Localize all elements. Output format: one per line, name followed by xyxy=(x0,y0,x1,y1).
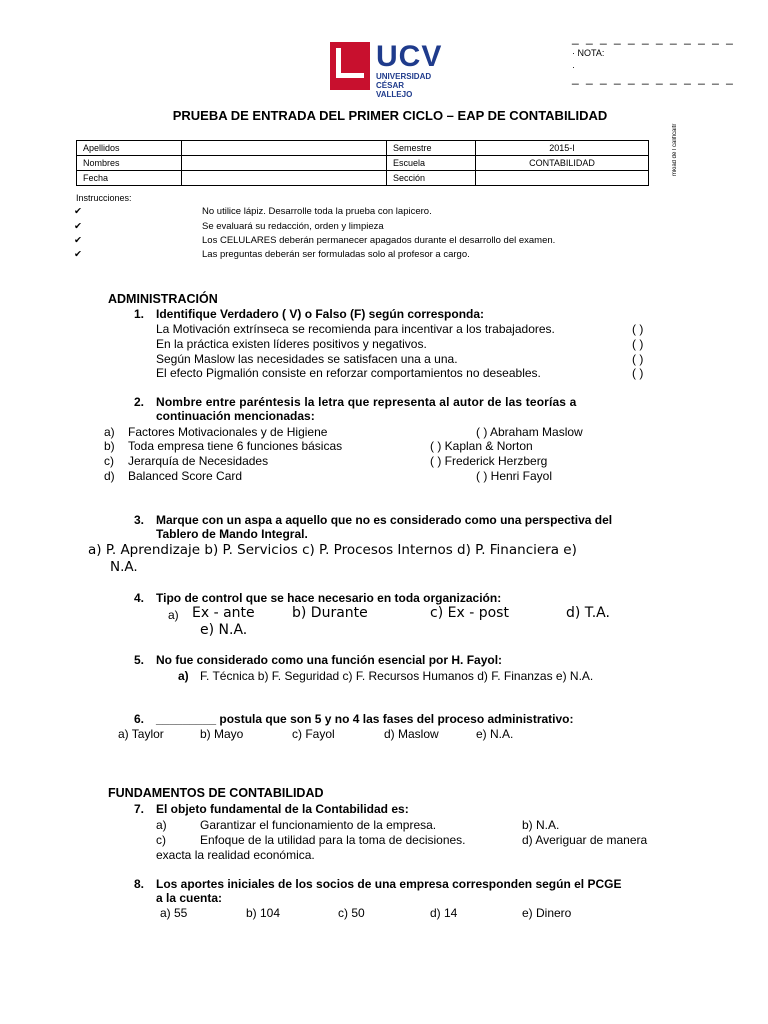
q2-left-letter: c) xyxy=(104,454,114,468)
q2-number: 2. xyxy=(134,395,145,409)
seccion-field[interactable] xyxy=(476,171,649,186)
q6-opt[interactable]: d) Maslow xyxy=(384,727,439,741)
check-icon: ✔ xyxy=(74,221,82,232)
q1-answer-blank[interactable]: ( ) xyxy=(632,352,644,366)
grade-label: NOTA: xyxy=(577,48,605,58)
q8-number: 8. xyxy=(134,877,145,891)
q2-right-item[interactable]: ( ) Frederick Herzberg xyxy=(430,454,548,468)
logo-brand: UCV xyxy=(376,40,443,73)
nombres-label: Nombres xyxy=(77,156,182,171)
q8-opt[interactable]: e) Dinero xyxy=(522,906,572,920)
grade-box: _ _ _ _ _ _ _ _ _ _ _ _ · NOTA: · _ _ _ _ _ _ _ _ _ _ _ _ xyxy=(572,31,735,85)
q1-item: Según Maslow las necesidades se satisfacen una a una. xyxy=(156,352,458,366)
check-icon: ✔ xyxy=(74,249,82,260)
apellidos-label: Apellidos xyxy=(77,141,182,156)
q6-text: _________ postula que son 5 y no 4 las fases del proceso administrativo: xyxy=(156,712,574,726)
q3-text-line1: Marque con un aspa a aquello que no es considerado como una perspectiva del xyxy=(156,513,613,527)
check-icon: ✔ xyxy=(74,206,82,217)
q2-right-item[interactable]: ( ) Kaplan & Norton xyxy=(430,439,533,453)
q4-opt-a-letter: a) xyxy=(168,608,179,622)
q7-opt-d[interactable]: d) Averiguar de manera xyxy=(522,833,648,847)
page-title: PRUEBA DE ENTRADA DEL PRIMER CICLO – EAP DE CONTABILIDAD xyxy=(172,108,608,123)
q2-left-item: Toda empresa tiene 6 funciones básicas xyxy=(128,439,343,453)
q7-opt-a[interactable]: Garantizar el funcionamiento de la empresa. xyxy=(200,818,437,832)
escuela-label: Escuela xyxy=(387,156,476,171)
q5-options[interactable]: F. Técnica b) F. Seguridad c) F. Recursos Humanos d) F. Finanzas e) N.A. xyxy=(200,669,594,683)
q2-left-item: Jerarquía de Necesidades xyxy=(128,454,269,468)
q3-text-line2: Tablero de Mando Integral. xyxy=(156,527,308,541)
q2-left-letter: b) xyxy=(104,439,115,453)
q2-left-letter: a) xyxy=(104,425,115,439)
semestre-value: 2015-I xyxy=(476,141,649,156)
q2-left-letter: d) xyxy=(104,469,115,483)
q6-opt[interactable]: c) Fayol xyxy=(292,727,335,741)
q1-answer-blank[interactable]: ( ) xyxy=(632,366,644,380)
section-admin-heading: ADMINISTRACIÓN xyxy=(108,292,218,306)
q6-opt[interactable]: a) Taylor xyxy=(118,727,164,741)
q7-opt-c-letter: c) xyxy=(156,833,166,847)
fecha-field[interactable] xyxy=(182,171,387,186)
q8-text-line2: a la cuenta: xyxy=(156,891,223,905)
q2-left-item: Factores Motivacionales y de Higiene xyxy=(128,425,328,439)
logo-line1: UNIVERSIDAD xyxy=(376,72,432,81)
q4-opt-c[interactable]: c) Ex - post xyxy=(430,605,509,621)
q1-answer-blank[interactable]: ( ) xyxy=(632,322,644,336)
q4-opt-d[interactable]: d) T.A. xyxy=(566,605,610,621)
section-contab-heading: FUNDAMENTOS DE CONTABILIDAD xyxy=(108,786,324,800)
q3-number: 3. xyxy=(134,513,145,527)
student-info-table xyxy=(76,140,649,186)
q7-number: 7. xyxy=(134,802,145,816)
q1-item: La Motivación extrínseca se recomienda para incentivar a los trabajadores. xyxy=(156,322,555,336)
q4-opt-e[interactable]: e) N.A. xyxy=(200,622,248,638)
q4-opt-a[interactable]: Ex - ante xyxy=(192,605,255,621)
q6-opt[interactable]: e) N.A. xyxy=(476,727,514,741)
nombres-field[interactable] xyxy=(182,156,387,171)
q2-left-item: Balanced Score Card xyxy=(128,469,243,483)
ucv-emblem-icon xyxy=(330,42,370,90)
q2-right-item[interactable]: ( ) Henri Fayol xyxy=(476,469,553,483)
q8-opt[interactable]: d) 14 xyxy=(430,906,458,920)
q7-opt-d-cont: exacta la realidad económica. xyxy=(156,848,315,862)
escuela-value: CONTABILIDAD xyxy=(476,156,649,171)
logo-line2: CÉSAR VALLEJO xyxy=(376,81,413,99)
q3-options-cont[interactable]: N.A. xyxy=(110,559,138,575)
apellidos-field[interactable] xyxy=(182,141,387,156)
q8-text-line1: Los aportes iniciales de los socios de una empresa corresponden según el PCGE xyxy=(156,877,622,891)
fecha-label: Fecha xyxy=(77,171,182,186)
grade-bottom-line: _ _ _ _ _ _ _ _ _ _ _ _ xyxy=(572,71,735,85)
q8-opt[interactable]: b) 104 xyxy=(246,906,281,920)
q4-opt-b[interactable]: b) Durante xyxy=(292,605,368,621)
check-icon: ✔ xyxy=(74,235,82,246)
q5-opt-a-letter: a) xyxy=(178,669,189,683)
q7-text: El objeto fundamental de la Contabilidad es: xyxy=(156,802,409,816)
q4-text: Tipo de control que se hace necesario en toda organización: xyxy=(156,591,502,605)
q7-opt-c[interactable]: Enfoque de la utilidad para la toma de decisiones. xyxy=(200,833,466,847)
q1-number: 1. xyxy=(134,307,145,321)
vertical-note: mkiad de l calificaitr xyxy=(672,123,678,176)
q8-opt[interactable]: c) 50 xyxy=(338,906,365,920)
q5-number: 5. xyxy=(134,653,145,667)
q1-item: En la práctica existen líderes positivos y negativos. xyxy=(156,337,427,351)
q4-number: 4. xyxy=(134,591,145,605)
q2-right-item[interactable]: ( ) Abraham Maslow xyxy=(476,425,583,439)
q6-opt[interactable]: b) Mayo xyxy=(200,727,244,741)
q1-item: El efecto Pigmalión consiste en reforzar comportamientos no deseables. xyxy=(156,366,541,380)
q7-opt-a-letter: a) xyxy=(156,818,167,832)
instructions-label: Instrucciones: xyxy=(76,193,132,203)
q7-opt-b[interactable]: b) N.A. xyxy=(522,818,560,832)
q5-text: No fue considerado como una función esencial por H. Fayol: xyxy=(156,653,503,667)
q2-text-line1: Nombre entre paréntesis la letra que representa al autor de las teorías a xyxy=(156,395,577,409)
seccion-label: Sección xyxy=(387,171,476,186)
q2-text-line2: continuación mencionadas: xyxy=(156,409,315,423)
grade-top-line: _ _ _ _ _ _ _ _ _ _ _ _ xyxy=(572,31,735,45)
q1-answer-blank[interactable]: ( ) xyxy=(632,337,644,351)
q1-text: Identifique Verdadero ( V) o Falso (F) según corresponda: xyxy=(156,307,485,321)
q3-options[interactable]: a) P. Aprendizaje b) P. Servicios c) P. Procesos Internos d) P. Financiera e) xyxy=(88,542,577,558)
q6-number: 6. xyxy=(134,712,145,726)
ucv-logo xyxy=(330,40,443,99)
q8-opt[interactable]: a) 55 xyxy=(160,906,188,920)
semestre-label: Semestre xyxy=(387,141,476,156)
